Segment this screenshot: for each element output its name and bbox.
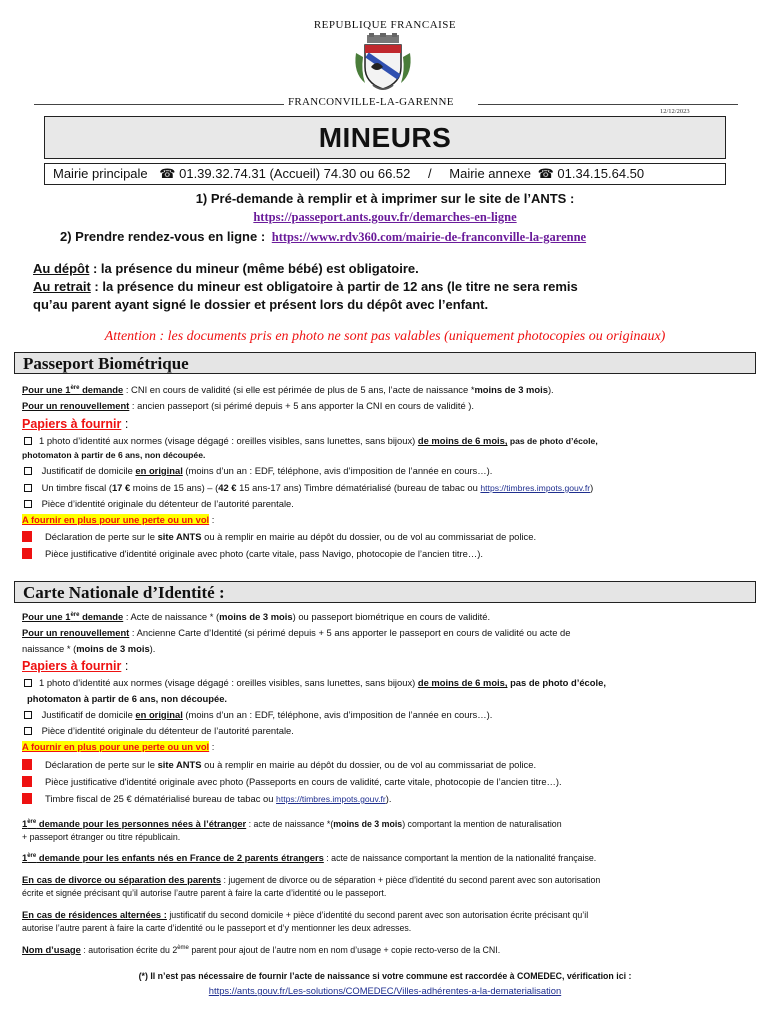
passport-extra-item-1: Déclaration de perte sur le site ANTS ou à remplir en mairie au dépôt du dossier, ou de vol au commissariat de police. <box>22 531 536 543</box>
cni-papers-label: Papiers à fournir : <box>22 659 129 673</box>
title-box <box>44 116 726 159</box>
header-date: 12/12/2023 <box>660 108 690 115</box>
passport-piece-item: Pièce d’identité originale du détenteur de l’autorité parentale. <box>22 498 294 510</box>
passport-photo-item-line2: photomaton à partir de 6 ans, non découpée. <box>22 450 206 460</box>
depot-notice: Au dépôt : la présence du mineur (même bébé) est obligatoire. <box>33 261 419 276</box>
cni-domicile-item: Justificatif de domicile en original (moins d’un an : EDF, téléphone, avis d’imposition de l’année en cours…). <box>22 709 492 721</box>
step-2-text: 2) Prendre rendez-vous en ligne : <box>60 229 266 244</box>
cni-section-heading: Carte Nationale d’Identité : <box>14 581 756 603</box>
main-office-label: Mairie principale <box>53 166 148 181</box>
cni-extra-label: A fournir en plus pour une perte ou un vol : <box>22 741 215 752</box>
main-office-phone: 01.39.32.74.31 (Accueil) 74.30 ou 66.52 <box>179 166 411 181</box>
checkbox-icon <box>24 711 32 719</box>
red-bullet-icon <box>22 531 32 542</box>
timbres-link[interactable]: https://timbres.impots.gouv.fr <box>276 794 386 804</box>
passport-timbre-item: Un timbre fiscal (17 € moins de 15 ans) – (42 € 15 ans-17 ans) Timbre dématérialisé (bureau de tabac ou https://timbres.impots.gouv.fr) <box>22 482 593 494</box>
passport-first-request: Pour une 1ère demande : CNI en cours de validité (si elle est périmée de plus de 5 ans, l’acte de naissance *moins de 3 mois). <box>22 384 554 395</box>
passport-section-heading: Passeport Biométrique <box>14 352 756 374</box>
passport-photo-item: 1 photo d’identité aux normes (visage dégagé : oreilles visibles, sans lunettes, sans bijoux) de moins de 6 mois, pas de photo d’école, <box>22 435 598 447</box>
cni-renewal-line2: naissance * (moins de 3 mois). <box>22 643 156 654</box>
case-born-abroad-line2: + passeport étranger ou titre républicain. <box>22 832 181 842</box>
checkbox-icon <box>24 727 32 735</box>
checkbox-icon <box>24 679 32 687</box>
case-alternate-residence: En cas de résidences alternées : justificatif du second domicile + pièce d’identité du second parent avec son autorisation écrite précisant qu’il <box>22 909 589 920</box>
checkbox-icon <box>24 500 32 508</box>
retrait-notice: Au retrait : la présence du mineur est obligatoire à partir de 12 ans (le titre ne sera remis <box>33 279 578 294</box>
passport-extra-label: A fournir en plus pour une perte ou un vol : <box>22 514 215 525</box>
contact-separator: / <box>428 166 432 181</box>
passport-papers-label: Papiers à fournir : <box>22 417 129 431</box>
annex-office-phone: 01.34.15.64.50 <box>557 166 645 181</box>
red-bullet-icon <box>22 548 32 559</box>
step-1-text: 1) Pré-demande à remplir et à imprimer sur le site de l’ANTS : <box>195 191 575 206</box>
checkbox-icon <box>24 467 32 475</box>
comedec-link[interactable]: https://ants.gouv.fr/Les-solutions/COMEDEC/Villes-adhérentes-a-la-dematerialisation <box>208 985 562 996</box>
contact-bar <box>44 163 726 185</box>
passport-domicile-item: Justificatif de domicile en original (moins d’un an : EDF, téléphone, avis d’imposition de l’année en cours…). <box>22 465 492 477</box>
ants-link[interactable]: https://passeport.ants.gouv.fr/demarches-en-ligne <box>253 210 517 224</box>
cni-photo-item-line2: photomaton à partir de 6 ans, non découpée. <box>27 693 228 704</box>
cni-extra-item-3: Timbre fiscal de 25 € dématérialisé bureau de tabac ou https://timbres.impots.gouv.fr). <box>22 793 391 805</box>
cni-renewal: Pour un renouvellement : Ancienne Carte d’Identité (si périmé depuis + 5 ans apporter le passeport en cours de validité ou acte de <box>22 627 571 638</box>
phone-icon: ☎ <box>159 166 176 181</box>
town-label: FRANCONVILLE-LA-GARENNE <box>288 96 454 108</box>
cni-extra-item-2: Pièce justificative d'identité originale avec photo (Passeports en cours de validité, carte vitale, photocopie de l’ancien titre…). <box>22 776 562 788</box>
republic-label: REPUBLIQUE FRANCAISE <box>313 19 457 31</box>
rdv360-link[interactable]: https://www.rdv360.com/mairie-de-franconville-la-garenne <box>271 230 587 244</box>
checkbox-icon <box>24 484 32 492</box>
red-bullet-icon <box>22 776 32 787</box>
page-title: MINEURS <box>318 122 452 153</box>
case-born-abroad: 1ère demande pour les personnes nées à l’étranger : acte de naissance *(moins de 3 mois) comportant la mention de naturalisation <box>22 818 562 829</box>
cni-piece-item: Pièce d’identité originale du détenteur de l’autorité parentale. <box>22 725 294 737</box>
cni-first-request: Pour une 1ère demande : Acte de naissance * (moins de 3 mois) ou passeport biométrique en cours de validité. <box>22 611 491 622</box>
annex-office-label: Mairie annexe <box>449 166 531 181</box>
passport-renewal: Pour un renouvellement : ancien passeport (si périmé depuis + 5 ans apporter la CNI en cours de validité ). <box>22 400 475 411</box>
red-bullet-icon <box>22 759 32 770</box>
cni-photo-item: 1 photo d’identité aux normes (visage dégagé : oreilles visibles, sans lunettes, sans bijoux) de moins de 6 mois, pas de photo d’école, <box>22 677 606 689</box>
header-rule-left <box>34 104 284 105</box>
case-usage-name: Nom d’usage : autorisation écrite du 2ème parent pour ajout de l’autre nom en nom d’usage + copie recto-verso de la CNI. <box>22 944 501 955</box>
case-divorce: En cas de divorce ou séparation des parents : jugement de divorce ou de séparation + pièce d’identité du second parent avec son autorisation <box>22 874 601 885</box>
case-alternate-residence-line2: autorise l’autre parent à faire la carte d’identité ou le passeport et d’y mentionner les deux adresses. <box>22 923 412 933</box>
checkbox-icon <box>24 437 32 445</box>
case-foreign-parents: 1ère demande pour les enfants nés en France de 2 parents étrangers : acte de naissance comportant la mention de la nationalité française. <box>22 852 597 863</box>
case-divorce-line2: écrite et signée précisant qu’il autorise l’autre parent à faire la carte d’identité ou le passeport. <box>22 888 387 898</box>
phone-icon: ☎ <box>537 166 554 181</box>
attention-banner: Attention : les documents pris en photo ne sont pas valables (uniquement photocopies ou originaux) <box>104 329 666 344</box>
timbres-link[interactable]: https://timbres.impots.gouv.fr <box>480 483 591 493</box>
red-bullet-icon <box>22 793 32 804</box>
passport-extra-item-2: Pièce justificative d'identité originale avec photo (carte vitale, pass Navigo, photocopie de l’ancien titre…). <box>22 548 483 560</box>
comedec-note: (*) Il n’est pas nécessaire de fournir l’acte de naissance si votre commune est raccordée à COMEDEC, vérification ici : <box>138 971 632 981</box>
cni-extra-item-1: Déclaration de perte sur le site ANTS ou à remplir en mairie au dépôt du dossier, ou de vol au commissariat de police. <box>22 759 536 771</box>
coat-of-arms-logo <box>353 33 413 93</box>
retrait-notice-line2: qu’au parent ayant signé le dossier et présent lors du dépôt avec l’enfant. <box>33 297 489 312</box>
header-rule-right <box>478 104 738 105</box>
